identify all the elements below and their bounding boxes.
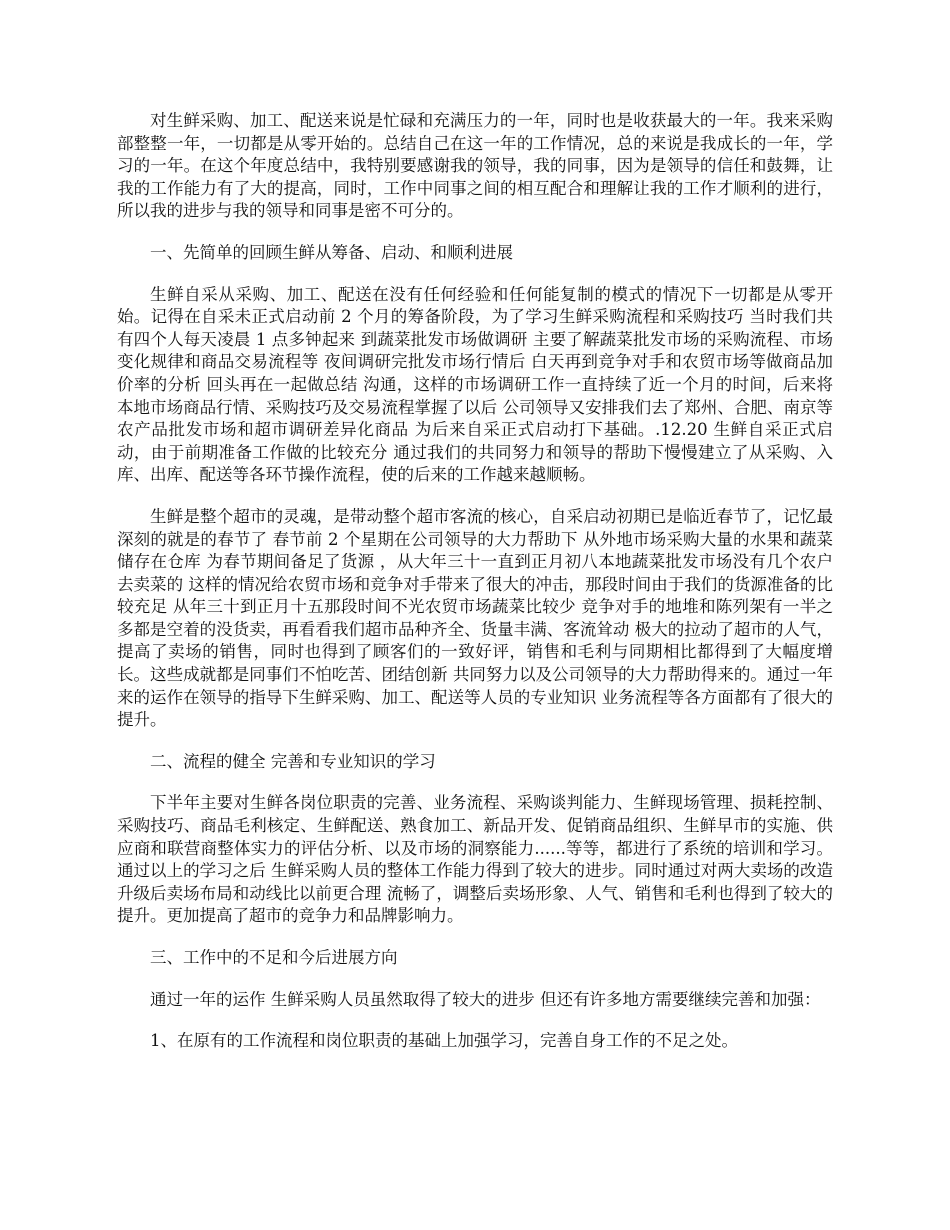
list-item-1: 1、在原有的工作流程和岗位职责的基础上加强学习，完善自身工作的不足之处。 bbox=[150, 1031, 738, 1051]
review-paragraph: 生鲜自采从采购、加工、配送在没有任何经验和任何能复制的模式的情况下一切都是从零开始。记得在自采未正式启动前 2 个月的筹备阶段，为了学习生鲜采购流程和采购技巧 当时我们共有四个人每天凌晨 1 点多钟起来 到蔬菜批发市场做调研 主要了解蔬菜批发市场的采购流程、市场变化规律和商品交易流程等 夜间调研完批发市场行情后 白天再到竞争对手和农贸市场等做商品加价率的分析 回头再在一起做总结 沟通，这样的市场调研工作一直持续了近一个月的时间，后来将本地市场商品行情、采购技巧及交易流程掌握了以后 公司领导又安排我们去了郑州、合肥、南京等农产品批发市场和超市调研差异化商品 为后来自采正式启动打下基础。.12.20 生鲜自采正式启动，由于前期准备工作做的比较充分 通过我们的共同努力和领导的帮助下慢慢建立了从采购、入库、出库、配送等各环节操作流程，使的后来的工作越来越顺畅。 bbox=[117, 284, 833, 485]
section-heading-process: 二、流程的健全 完善和专业知识的学习 bbox=[150, 751, 436, 771]
document-page bbox=[117, 110, 833, 1072]
section-heading-shortcomings: 三、工作中的不足和今后进展方向 bbox=[150, 948, 398, 967]
intro-paragraph: 对生鲜采购、加工、配送来说是忙碌和充满压力的一年，同时也是收获最大的一年。我来采购部整整一年，一切都是从零开始的。总结自己在这一年的工作情况，总的来说是我成长的一年，学习的一年。在这个年度总结中，我特别要感谢我的领导，我的同事，因为是领导的信任和鼓舞，让我的工作能力有了大的提高，同时，工作中同事之间的相互配合和理解让我的工作才顺利的进行，所以我的进步与我的领导和同事是密不可分的。 bbox=[117, 111, 833, 221]
section-heading-review: 一、先简单的回顾生鲜从筹备、启动、和顺利进展 bbox=[150, 242, 513, 262]
spring-festival-paragraph: 生鲜是整个超市的灵魂，是带动整个超市客流的核心，自采启动初期已是临近春节了，记忆最深刻的就是的春节了 春节前 2 个星期在公司领导的大力帮助下 从外地市场采购大量的水果和蔬菜储存在仓库 为春节期间备足了货源 ，从大年三十一直到正月初八本地蔬菜批发市场没有几个农户去卖菜的 这样的情况给农贸市场和竞争对手带来了很大的冲击，那段时间由于我们的货源准备的比较充足 从年三十到正月十五那段时间不光农贸市场蔬菜比较少 竞争对手的地堆和陈列架有一半之多都是空着的没货卖，再看看我们超市品种齐全、货量丰满、客流耸动 极大的拉动了超市的人气，提高了卖场的销售，同时也得到了顾客们的一致好评，销售和毛利与同期相比都得到了大幅度增长。这些成就都是同事们不怕吃苦、团结创新 共同努力以及公司领导的大力帮助得来的。通过一年来的运作在领导的指导下生鲜采购、加工、配送等人员的专业知识 业务流程等各方面都有了很大的提升。 bbox=[117, 506, 833, 730]
shortcomings-paragraph: 通过一年的运作 生鲜采购人员虽然取得了较大的进步 但还有许多地方需要继续完善和加强： bbox=[150, 989, 821, 1009]
training-paragraph: 下半年主要对生鲜各岗位职责的完善、业务流程、采购谈判能力、生鲜现场管理、损耗控制、采购技巧、商品毛利核定、生鲜配送、熟食加工、新品开发、促销商品组织、生鲜早市的实施、供应商和联营商整体实力的评估分析、以及市场的洞察能力......等等，都进行了系统的培训和学习。通过以上的学习之后 生鲜采购人员的整体工作能力得到了较大的进步。同时通过对两大卖场的改造升级后卖场布局和动线比以前更合理 流畅了，调整后卖场形象、人气、销售和毛利也得到了较大的提升。更加提高了超市的竞争力和品牌影响力。 bbox=[117, 793, 833, 926]
